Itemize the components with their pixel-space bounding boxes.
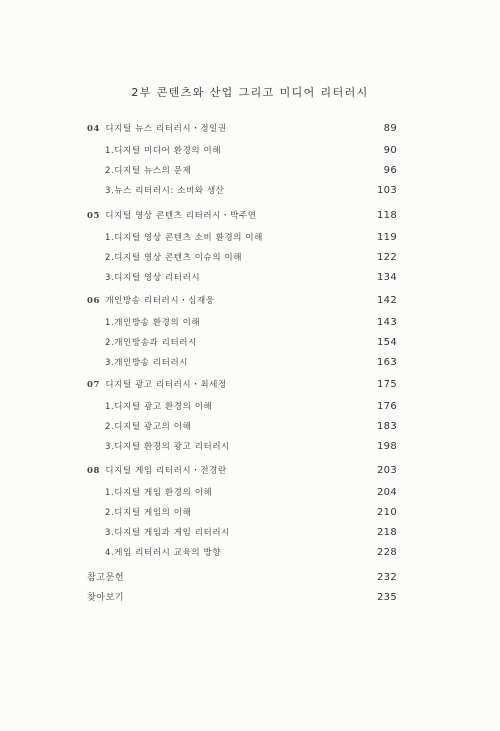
chapter-heading[interactable] [87, 206, 397, 228]
section-entry[interactable] [87, 353, 397, 373]
page-number: 119 [377, 232, 397, 243]
chapter-heading[interactable] [87, 461, 397, 483]
section-title: 4.게임 리터러시 교육의 방향 [105, 548, 222, 558]
backmatter-entry-index[interactable] [87, 588, 397, 608]
section-entry[interactable] [87, 313, 397, 333]
page-number: 204 [377, 487, 397, 498]
section-title: 2.디지털 영상 콘텐츠 이슈의 이해 [105, 253, 243, 263]
page-number: 89 [383, 123, 397, 134]
part-title: 2부 콘텐츠와 산업 그리고 미디어 리터러시 [131, 86, 369, 99]
section-title: 2.개인방송과 리터러시 [105, 338, 197, 348]
backmatter-entry-references[interactable] [87, 568, 397, 588]
section-entry[interactable] [87, 248, 397, 268]
page-number: 96 [383, 165, 397, 176]
page-number: 183 [377, 421, 397, 432]
page-number: 143 [377, 317, 397, 328]
page-number: 210 [377, 507, 397, 518]
section-entry[interactable] [87, 161, 397, 181]
page-number: 118 [377, 210, 397, 221]
section-title: 2.디지털 게임의 이해 [105, 508, 192, 518]
chapter-08 [87, 461, 397, 563]
section-entry[interactable] [87, 417, 397, 437]
section-title: 2.디지털 광고의 이해 [105, 422, 192, 432]
page-number: 134 [377, 272, 397, 283]
chapter-number: 08 [87, 466, 101, 476]
chapter-title: 디지털 게임 리터러시・전경란 [105, 466, 227, 476]
section-title: 3.뉴스 리터러시: 소비와 생산 [105, 186, 225, 196]
chapter-number: 05 [87, 211, 101, 221]
chapter-title: 디지털 뉴스 리터러시・정일권 [105, 124, 227, 134]
section-title: 2.디지털 뉴스의 문제 [105, 166, 192, 176]
chapter-04 [87, 119, 397, 201]
chapter-number: 04 [87, 124, 101, 134]
section-entry[interactable] [87, 483, 397, 503]
page-number: 198 [377, 441, 397, 452]
section-title: 3.디지털 게임과 게임 리터러시 [105, 528, 230, 538]
back-matter [87, 568, 397, 608]
section-entry[interactable] [87, 141, 397, 161]
section-entry[interactable] [87, 523, 397, 543]
backmatter-title: 참고문헌 [87, 573, 125, 583]
chapter-number: 06 [87, 296, 101, 306]
section-title: 3.디지털 환경의 광고 리터러시 [105, 442, 230, 452]
chapter-05 [87, 206, 397, 288]
page-number: 232 [377, 572, 397, 583]
section-title: 1.디지털 게임 환경의 이해 [105, 488, 213, 498]
section-entry[interactable] [87, 333, 397, 353]
page-number: 176 [377, 401, 397, 412]
chapter-number: 07 [87, 380, 101, 390]
chapter-heading[interactable] [87, 119, 397, 141]
section-title: 1.디지털 영상 콘텐츠 소비 환경의 이해 [105, 233, 263, 243]
section-entry[interactable] [87, 397, 397, 417]
page-number: 142 [377, 295, 397, 306]
page-number: 218 [377, 527, 397, 538]
chapter-07 [87, 375, 397, 457]
page-number: 235 [377, 592, 397, 603]
chapter-title: 디지털 광고 리터러시・최세정 [105, 380, 227, 390]
backmatter-title: 찾아보기 [87, 593, 125, 603]
section-title: 1.디지털 광고 환경의 이해 [105, 402, 213, 412]
section-title: 1.개인방송 환경의 이해 [105, 318, 201, 328]
section-entry[interactable] [87, 228, 397, 248]
section-title: 3.디지털 영상 리터러시 [105, 273, 201, 283]
chapter-title: 개인방송 리터러시・심재웅 [105, 296, 215, 306]
section-entry[interactable] [87, 543, 397, 563]
page-number: 163 [377, 357, 397, 368]
section-entry[interactable] [87, 268, 397, 288]
page-number: 90 [383, 145, 397, 156]
chapter-heading[interactable] [87, 291, 397, 313]
page-number: 203 [377, 465, 397, 476]
page-number: 122 [377, 252, 397, 263]
page-number: 228 [377, 547, 397, 558]
section-entry[interactable] [87, 503, 397, 523]
section-title: 1.디지털 미디어 환경의 이해 [105, 146, 222, 156]
chapter-06 [87, 291, 397, 373]
section-entry[interactable] [87, 437, 397, 457]
section-title: 3.개인방송 리터러시 [105, 358, 189, 368]
page-number: 154 [377, 337, 397, 348]
chapter-heading[interactable] [87, 375, 397, 397]
chapter-title: 디지털 영상 콘텐츠 리터러시・박주연 [105, 211, 257, 221]
page-number: 103 [377, 185, 397, 196]
page-number: 175 [377, 379, 397, 390]
section-entry[interactable] [87, 181, 397, 201]
